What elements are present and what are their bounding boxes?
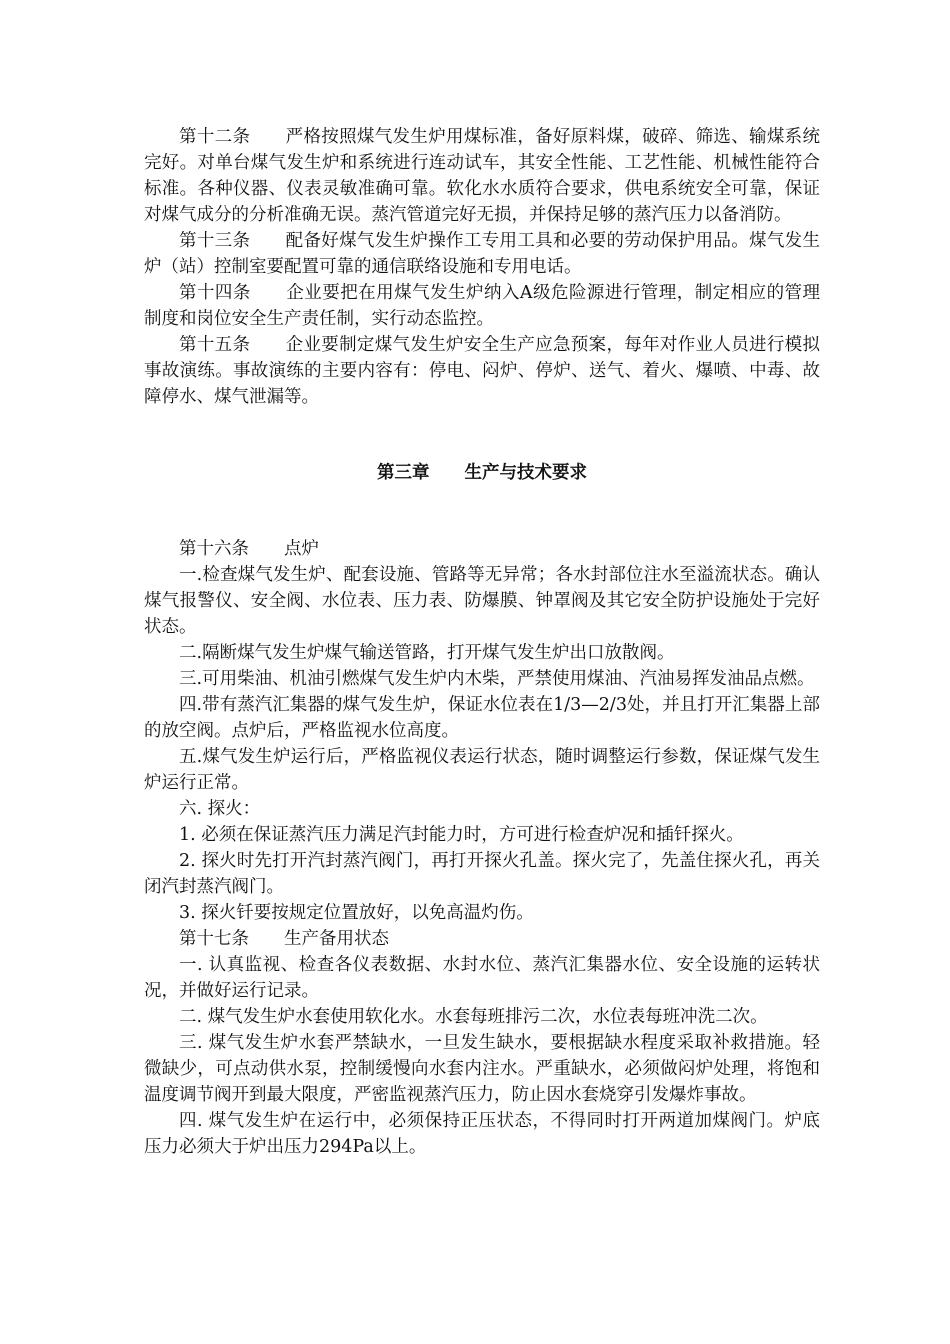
article-text: 企业要把在用煤气发生炉纳入A级危险源进行管理，制定相应的管理制度和岗位安全生产责任制，实行动态监控。	[144, 283, 821, 329]
list-item: 六. 探火：	[179, 799, 261, 819]
list-item: 二. 煤气发生炉水套使用软化水。水套每班排污二次，水位表每班冲洗二次。	[179, 1007, 768, 1027]
article-label: 第十三条	[179, 231, 251, 251]
article-15	[144, 332, 820, 410]
article-label: 第十六条	[179, 539, 249, 559]
article-label: 第十五条	[179, 335, 251, 355]
article-14	[144, 280, 820, 332]
article-title: 生产备用状态	[284, 929, 389, 949]
list-item: 三.可用柴油、机油引燃煤气发生炉内木柴，严禁使用煤油、汽油易挥发油品点燃。	[179, 669, 815, 689]
list-item: 二.隔断煤气发生炉煤气输送管路，打开煤气发生炉出口放散阀。	[179, 643, 675, 663]
chapter-heading	[144, 460, 820, 486]
article-13	[144, 228, 820, 280]
article-12	[144, 124, 820, 228]
list-item: 四. 煤气发生炉在运行中，必须保持正压状态，不得同时打开两道加煤阀门。炉底压力必须大于炉出压力294Pa以上。	[144, 1111, 820, 1157]
article-text: 企业要制定煤气发生炉安全生产应急预案，每年对作业人员进行模拟事故演练。事故演练的主要内容有：停电、闷炉、停炉、送气、着火、爆喷、中毒、故障停水、煤气泄漏等。	[144, 335, 821, 407]
chapter-number: 第三章	[377, 463, 430, 483]
article-title: 点炉	[284, 539, 319, 559]
list-item: 一. 认真监视、检查各仪表数据、水封水位、蒸汽汇集器水位、安全设施的运转状况，并做好运行记录。	[144, 955, 820, 1001]
article-label: 第十二条	[179, 127, 251, 147]
list-item: 五.煤气发生炉运行后，严格监视仪表运行状态，随时调整运行参数，保证煤气发生炉运行正常。	[144, 747, 820, 793]
list-item: 2. 探火时先打开汽封蒸汽阀门，再打开探火孔盖。探火完了，先盖住探火孔，再关闭汽封蒸汽阀门。	[144, 851, 820, 897]
article-17-heading	[144, 926, 820, 952]
article-label: 第十七条	[179, 929, 249, 949]
article-16-heading	[144, 536, 820, 562]
list-item: 3. 探火钎要按规定位置放好，以免高温灼伤。	[179, 903, 534, 923]
article-text: 严格按照煤气发生炉用煤标准，备好原料煤，破碎、筛选、输煤系统完好。对单台煤气发生炉和系统进行连动试车，其安全性能、工艺性能、机械性能符合标准。各种仪器、仪表灵敏准确可靠。软化水水质符合要求，供电系统安全可靠，保证对煤气成分的分析准确无误。蒸汽管道完好无损，并保持足够的蒸汽压力以备消防。	[144, 127, 821, 225]
list-item: 三. 煤气发生炉水套严禁缺水，一旦发生缺水，要根据缺水程度采取补救措施。轻微缺少，可点动供水泵，控制缓慢向水套内注水。严重缺水，必须做闷炉处理，将饱和温度调节阀开到最大限度，严密监视蒸汽压力，防止因水套烧穿引发爆炸事故。	[144, 1033, 820, 1105]
article-label: 第十四条	[179, 283, 251, 303]
list-item: 1. 必须在保证蒸汽压力满足汽封能力时，方可进行检查炉况和插钎探火。	[179, 825, 744, 845]
list-item: 四.带有蒸汽汇集器的煤气发生炉，保证水位表在1/3—2/3处，并且打开汇集器上部的放空阀。点炉后，严格监视水位高度。	[144, 695, 820, 741]
list-item: 一.检查煤气发生炉、配套设施、管路等无异常；各水封部位注水至溢流状态。确认煤气报警仪、安全阀、水位表、压力表、防爆膜、钟罩阀及其它安全防护设施处于完好状态。	[144, 565, 820, 637]
article-text: 配备好煤气发生炉操作工专用工具和必要的劳动保护用品。煤气发生炉（站）控制室要配置可靠的通信联络设施和专用电话。	[144, 231, 821, 277]
chapter-title: 生产与技术要求	[464, 463, 587, 483]
document-page	[144, 124, 820, 1160]
